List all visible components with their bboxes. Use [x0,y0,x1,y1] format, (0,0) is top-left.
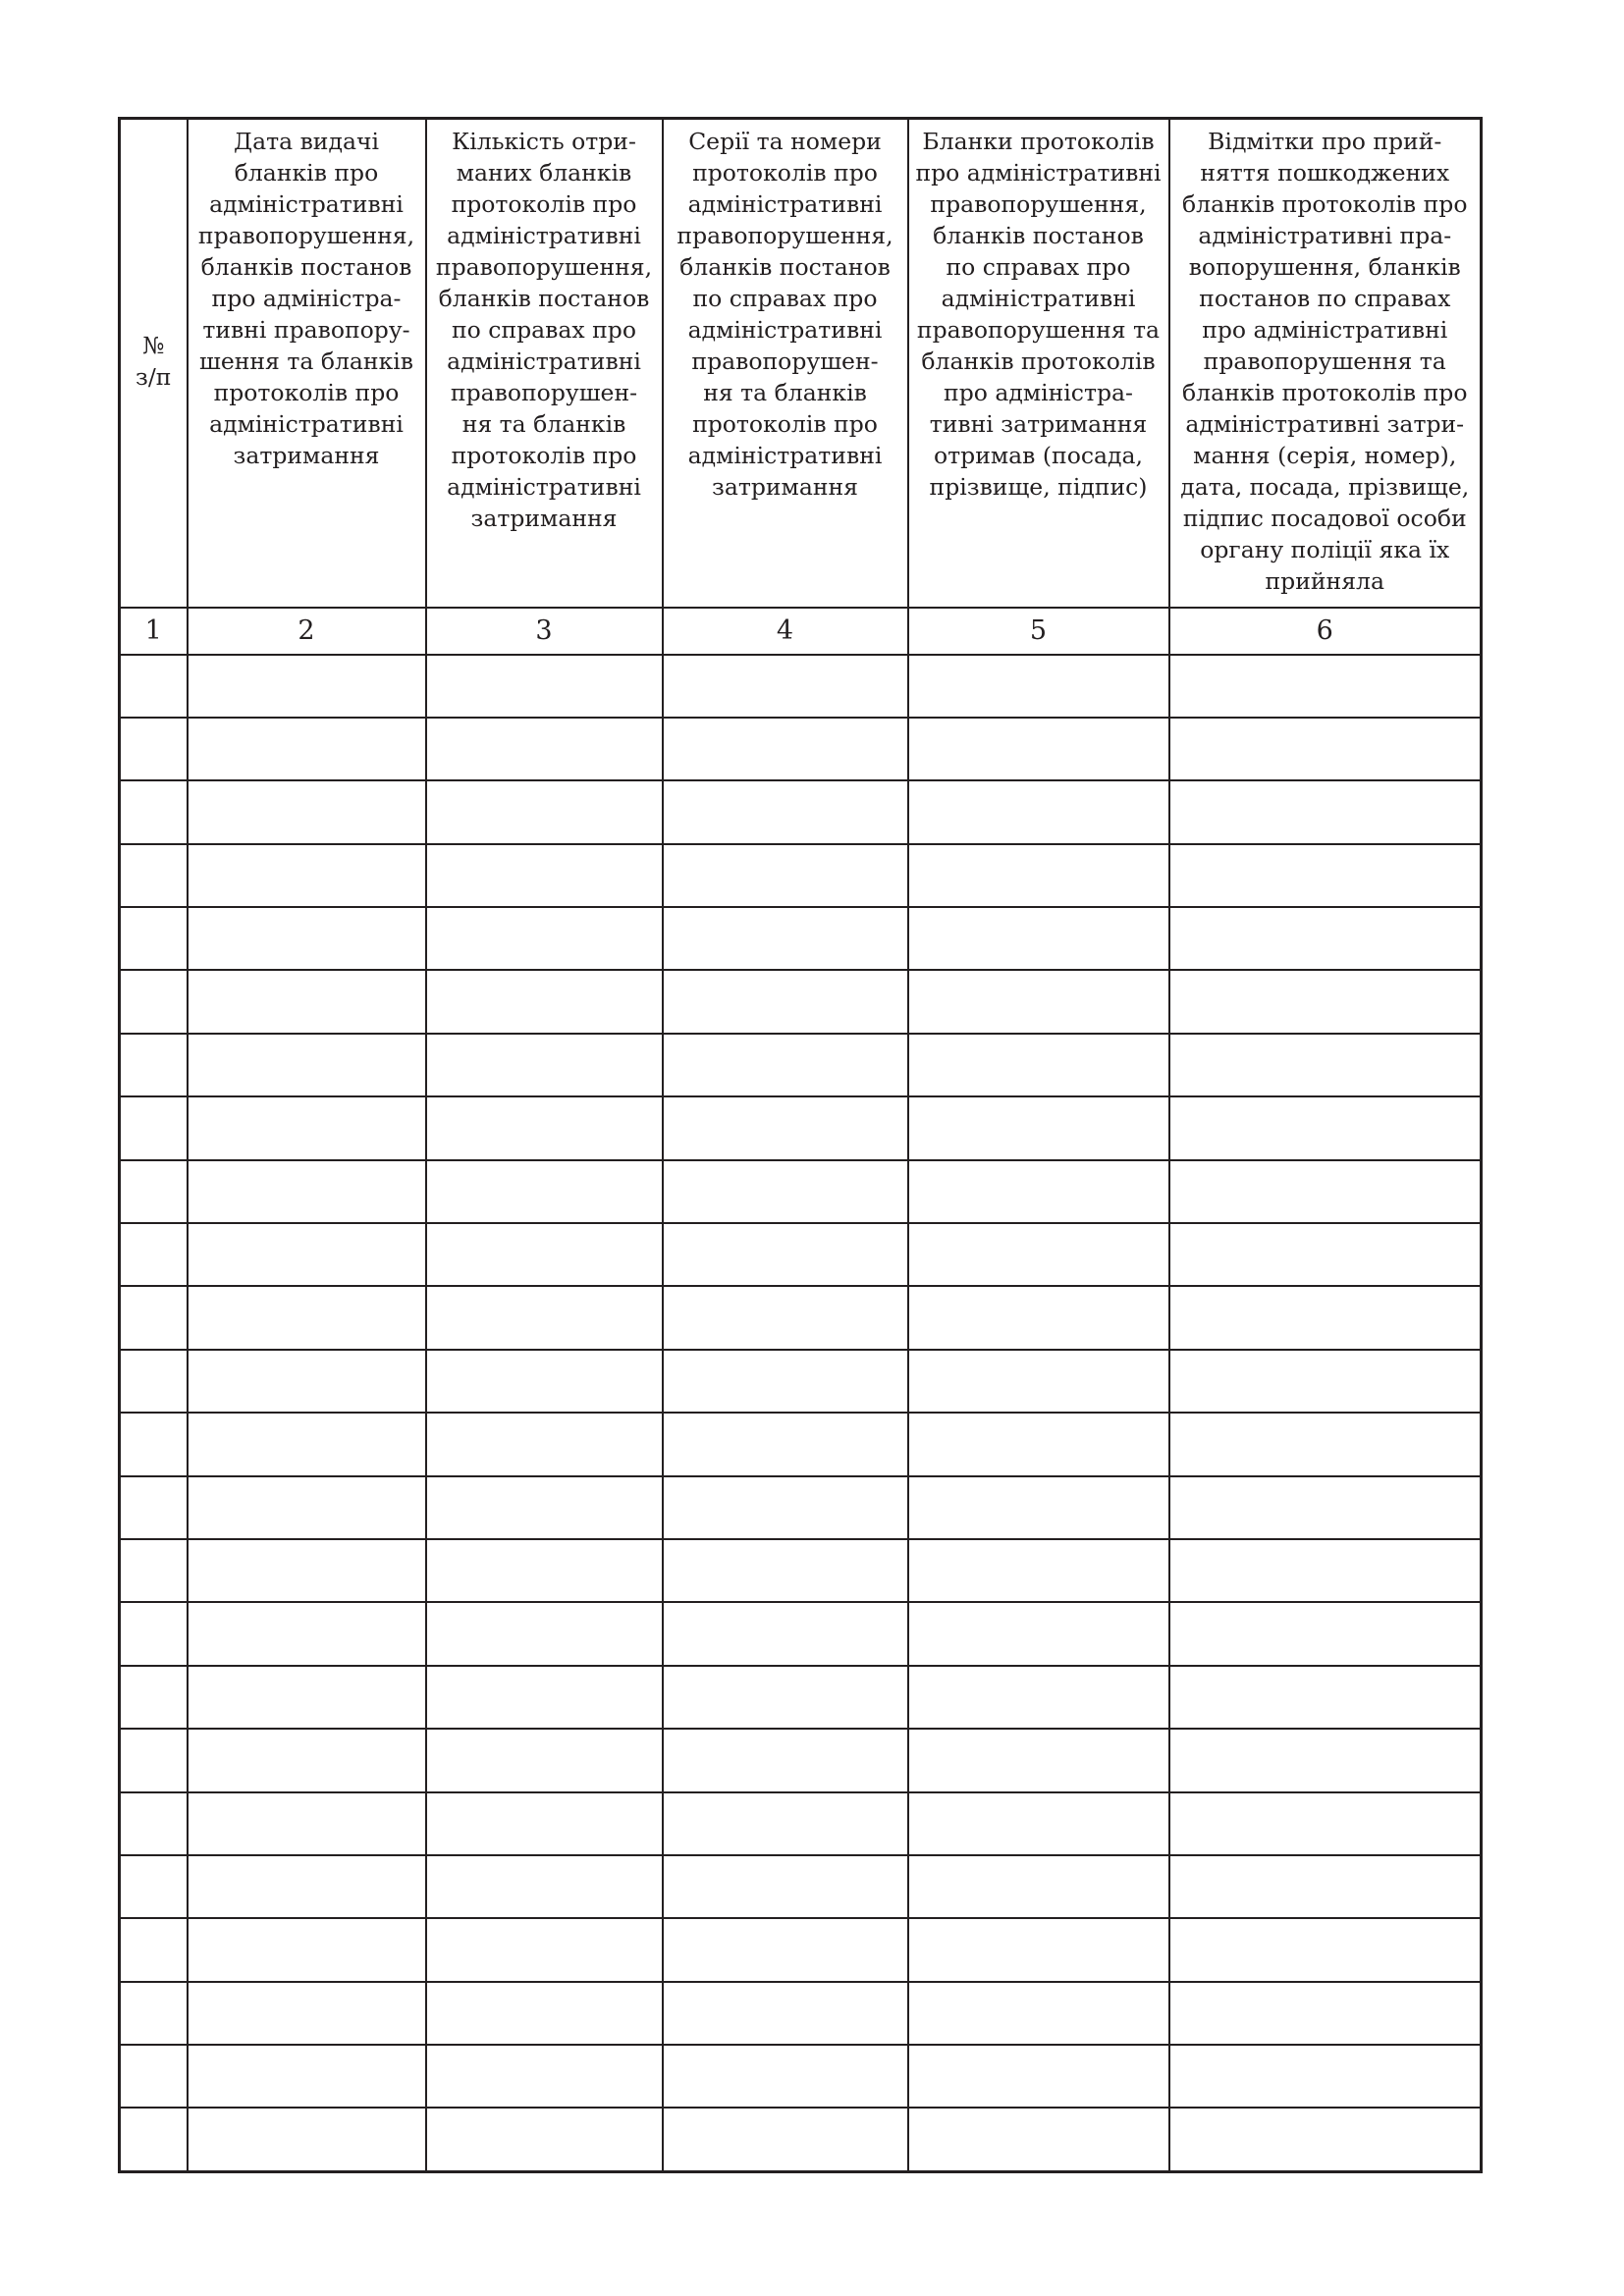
table-cell [908,2045,1169,2108]
table-cell [426,907,663,970]
table-cell [1169,1286,1482,1349]
table-row [120,1602,1482,1665]
table-row [120,1160,1482,1223]
table-cell [426,1096,663,1159]
table-cell [663,655,908,718]
table-cell [188,1982,426,2045]
header-cell-number [120,119,188,608]
table-cell [188,1602,426,1665]
table-cell [663,1666,908,1729]
table-cell [1169,1729,1482,1791]
table-cell [120,1855,188,1918]
table-cell [426,1034,663,1096]
table-cell [120,970,188,1033]
table-row [120,1034,1482,1096]
table-cell [908,1096,1169,1159]
table-cell [120,718,188,780]
table-row [120,1729,1482,1791]
table-cell [120,844,188,907]
table-cell [908,2108,1169,2171]
table-cell [908,1666,1169,1729]
table-cell [663,780,908,843]
column-number: 4 [663,608,908,655]
table-cell [120,1160,188,1223]
table-cell [188,1792,426,1855]
table-row [120,970,1482,1033]
table-cell [663,718,908,780]
table-row [120,1666,1482,1729]
table-cell [908,1413,1169,1475]
table-cell [908,907,1169,970]
table-cell [663,1855,908,1918]
table-cell [188,1223,426,1286]
table-cell [426,1476,663,1539]
table-cell [908,1539,1169,1602]
table-cell [426,1602,663,1665]
table-cell [1169,1034,1482,1096]
table-row [120,1792,1482,1855]
table-cell [908,1160,1169,1223]
table-cell [120,1223,188,1286]
table-row [120,1982,1482,2045]
table-cell [908,1350,1169,1413]
table-cell [908,1223,1169,1286]
table-cell [1169,1982,1482,2045]
table-cell [188,1539,426,1602]
table-cell [188,1350,426,1413]
table-cell [188,1160,426,1223]
table-cell [908,970,1169,1033]
header-text-number: № з/п [135,331,172,391]
header-text-quantity-received: Кількість отри- маних бланків протоколів про адміністративні правопорушення, бланків постанов по справах про адміністративні правопорушен- ня та бланків протоколів про адміністративні затримання [435,128,653,532]
header-row [120,119,1482,608]
table-cell [663,2108,908,2171]
table-cell [1169,1096,1482,1159]
table-cell [120,1476,188,1539]
table-cell [188,907,426,970]
table-cell [663,1350,908,1413]
table-cell [188,1476,426,1539]
column-number-row [120,608,1482,655]
table-cell [120,1350,188,1413]
table-cell [1169,970,1482,1033]
table-cell [426,1223,663,1286]
table-cell [426,970,663,1033]
table-cell [908,1729,1169,1791]
table-cell [120,2108,188,2171]
table-cell [1169,718,1482,780]
header-text-series-numbers: Серії та номери протоколів про адміністративні правопорушення, бланків постанов по справах про адміністративні правопорушен- ня та бланків протоколів про адміністративні затримання [677,128,893,501]
table-row [120,1286,1482,1349]
table-cell [426,780,663,843]
table-cell [120,1792,188,1855]
table-cell [426,1160,663,1223]
table-cell [426,1350,663,1413]
blank-forms-register-table [118,117,1483,2173]
table-row [120,844,1482,907]
table-cell [1169,2045,1482,2108]
column-number: 6 [1169,608,1482,655]
table-cell [1169,1223,1482,1286]
table-cell [908,718,1169,780]
header-cell-received-by [908,119,1169,608]
table-cell [120,1729,188,1791]
table-row [120,1223,1482,1286]
header-cell-issue-date [188,119,426,608]
table-cell [188,1666,426,1729]
table-cell [188,780,426,843]
table-cell [1169,1855,1482,1918]
table-cell [188,970,426,1033]
table-cell [426,2108,663,2171]
register-form-page [118,117,1480,2173]
table-cell [663,907,908,970]
table-cell [663,2045,908,2108]
table-row [120,2108,1482,2171]
table-cell [120,1539,188,1602]
table-cell [1169,1602,1482,1665]
table-row [120,655,1482,718]
table-cell [426,1855,663,1918]
table-cell [663,1982,908,2045]
table-cell [663,1160,908,1223]
table-cell [663,1602,908,1665]
table-cell [426,1729,663,1791]
table-cell [663,1034,908,1096]
table-cell [426,718,663,780]
table-cell [188,718,426,780]
table-cell [188,1855,426,1918]
table-cell [426,655,663,718]
table-cell [908,1602,1169,1665]
header-text-received-by: Бланки протоколів про адміністративні правопорушення, бланків постанов по справах про адміністративні правопорушення та бланків протоколів про адміністра- тивні затримання отримав (посада, прізвище, підпис) [915,128,1162,501]
table-cell [908,1792,1169,1855]
table-cell [120,2045,188,2108]
table-cell [120,1096,188,1159]
table-cell [188,2045,426,2108]
table-cell [908,1982,1169,2045]
table-cell [663,1918,908,1981]
table-cell [426,844,663,907]
table-cell [908,1476,1169,1539]
table-cell [908,655,1169,718]
table-cell [120,655,188,718]
table-cell [663,1476,908,1539]
table-cell [426,1982,663,2045]
table-cell [188,1034,426,1096]
table-cell [120,907,188,970]
table-cell [1169,1476,1482,1539]
table-cell [426,1413,663,1475]
table-cell [426,1918,663,1981]
table-cell [1169,1666,1482,1729]
table-cell [663,1729,908,1791]
table-cell [188,1096,426,1159]
table-cell [120,1918,188,1981]
table-cell [188,1286,426,1349]
table-cell [908,1034,1169,1096]
table-cell [426,1286,663,1349]
table-cell [663,844,908,907]
column-number: 2 [188,608,426,655]
table-cell [663,970,908,1033]
table-cell [1169,907,1482,970]
table-row [120,1476,1482,1539]
header-cell-quantity-received [426,119,663,608]
table-cell [1169,2108,1482,2171]
table-cell [908,1286,1169,1349]
header-cell-series-numbers [663,119,908,608]
table-cell [908,1855,1169,1918]
table-cell [120,1982,188,2045]
header-text-damaged-acceptance: Відмітки про прий- няття пошкоджених бланків протоколів про адміністративні пра- вопорушення, бланків постанов по справах про адміністративні правопорушення та бланків протоколів про адміністративні затри- мання (серія, номер), дата, посада, прізвище, підпис посадової особи органу поліції яка їх прийняла [1180,128,1470,595]
table-cell [663,1413,908,1475]
table-row [120,780,1482,843]
table-cell [188,2108,426,2171]
table-row [120,1918,1482,1981]
header-text-issue-date: Дата видачі бланків про адміністративні правопорушення, бланків постанов про адміністра- тивні правопору- шення та бланків протоколів про адміністративні затримання [197,128,415,469]
table-row [120,718,1482,780]
table-cell [908,780,1169,843]
table-cell [908,1918,1169,1981]
table-cell [1169,1160,1482,1223]
table-cell [188,1413,426,1475]
table-cell [120,1602,188,1665]
column-number: 3 [426,608,663,655]
table-row [120,1096,1482,1159]
table-cell [120,1034,188,1096]
table-cell [663,1096,908,1159]
table-cell [426,2045,663,2108]
table-cell [120,780,188,843]
table-cell [120,1413,188,1475]
table-cell [188,844,426,907]
table-cell [1169,1918,1482,1981]
table-cell [663,1286,908,1349]
table-cell [1169,1792,1482,1855]
table-cell [188,1918,426,1981]
table-cell [1169,1413,1482,1475]
blank-rows [120,655,1482,2172]
table-cell [188,1729,426,1791]
table-cell [908,844,1169,907]
table-cell [1169,844,1482,907]
table-cell [120,1286,188,1349]
header-cell-damaged-acceptance [1169,119,1482,608]
table-row [120,1539,1482,1602]
column-number: 5 [908,608,1169,655]
table-cell [188,655,426,718]
table-cell [1169,1350,1482,1413]
table-cell [1169,655,1482,718]
table-cell [663,1539,908,1602]
table-row [120,2045,1482,2108]
table-cell [1169,780,1482,843]
table-row [120,1350,1482,1413]
table-cell [120,1666,188,1729]
table-cell [1169,1539,1482,1602]
table-cell [663,1792,908,1855]
table-row [120,1855,1482,1918]
table-cell [426,1666,663,1729]
table-row [120,1413,1482,1475]
column-number: 1 [120,608,188,655]
table-row [120,907,1482,970]
table-cell [663,1223,908,1286]
table-cell [426,1792,663,1855]
table-cell [426,1539,663,1602]
